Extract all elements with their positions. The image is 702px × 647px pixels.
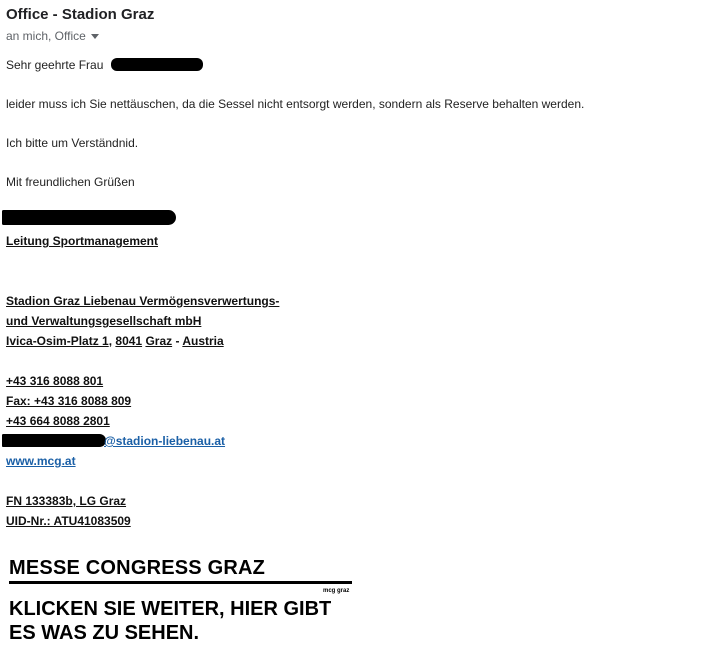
address-postcode-link[interactable]: 8041 xyxy=(115,334,143,348)
body-paragraph-1: leider muss ich Sie nettäuschen, da die Sessel nicht entsorgt werden, sondern als Reserve behalten werden. xyxy=(6,97,585,111)
website-link[interactable]: www.mcg.at xyxy=(6,454,76,468)
recipients-label: an mich, Office xyxy=(6,29,86,43)
address-separator-1: , xyxy=(108,334,116,348)
mobile-link[interactable]: +43 664 8088 2801 xyxy=(6,414,110,428)
chevron-down-icon[interactable] xyxy=(91,34,99,39)
phone-link[interactable]: +43 316 8088 801 xyxy=(6,374,104,388)
mcg-logo: mcg graz xyxy=(323,588,350,594)
body-paragraph-2: Ich bitte um Verständnid. xyxy=(6,136,139,150)
redacted-email-local-part xyxy=(2,434,106,447)
address-country-link[interactable]: Austria xyxy=(182,334,224,348)
greeting-text: Sehr geehrte Frau xyxy=(6,58,104,72)
company-register-number: FN 133383b, LG Graz xyxy=(6,494,127,508)
closing: Mit freundlichen Grüßen xyxy=(6,175,135,189)
signature-position[interactable]: Leitung Sportmanagement xyxy=(6,234,159,248)
greeting xyxy=(6,58,103,72)
signature-company-line-1[interactable]: Stadion Graz Liebenau Vermögensverwertungs- xyxy=(6,294,280,308)
banner-title: MESSE CONGRESS GRAZ xyxy=(9,557,266,579)
redacted-signer-name xyxy=(2,210,176,225)
address-city-link[interactable]: Graz xyxy=(145,334,173,348)
banner-call-to-action[interactable]: KLICKEN SIE WEITER, HIER GIBT ES WAS ZU SEHEN. xyxy=(9,598,332,644)
address-separator-2: - xyxy=(172,334,183,348)
vat-id-number: UID-Nr.: ATU41083509 xyxy=(6,514,131,528)
recipients[interactable] xyxy=(6,29,99,43)
address-street-link[interactable]: Ivica-Osim-Platz 1 xyxy=(6,334,109,348)
signature-company-line-2[interactable]: und Verwaltungsgesellschaft mbH xyxy=(6,314,202,328)
redacted-name xyxy=(111,58,203,71)
sender-name: Office - Stadion Graz xyxy=(6,6,155,23)
fax-link[interactable]: Fax: +43 316 8088 809 xyxy=(6,394,132,408)
banner-divider xyxy=(9,581,352,584)
signature-address xyxy=(6,334,224,348)
email-link[interactable]: @stadion-liebenau.at xyxy=(104,434,226,448)
